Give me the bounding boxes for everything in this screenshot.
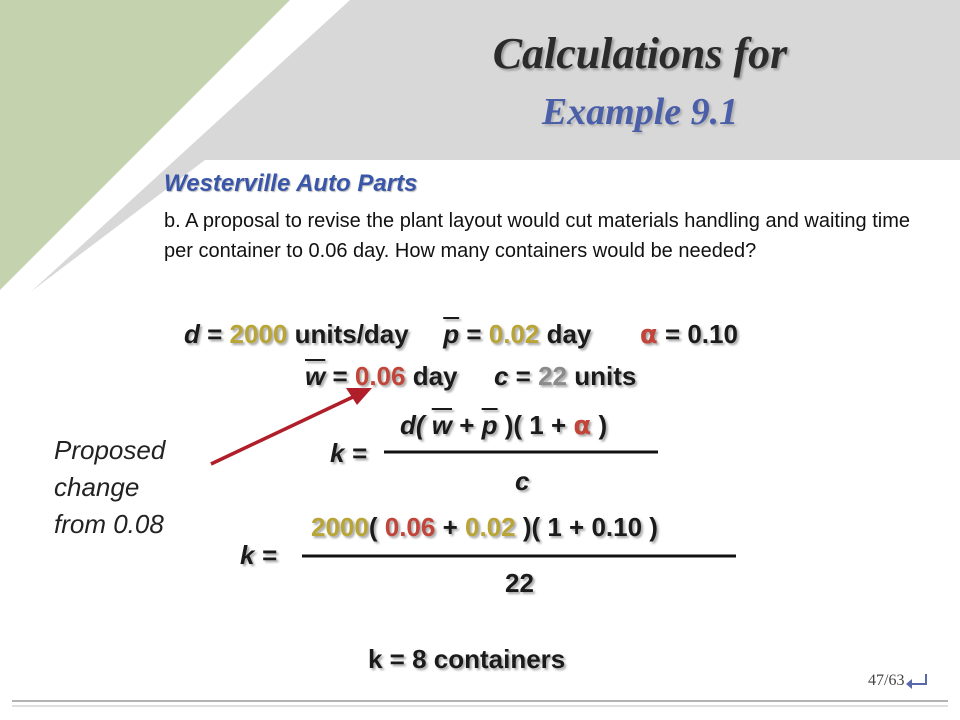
w-label: $\overline{w}$	[305, 361, 326, 391]
numerator-d: d(	[400, 410, 432, 440]
numerator-p: $\overline{p}$	[481, 410, 498, 440]
proposed-change-note	[54, 432, 165, 543]
givens-line-1	[184, 319, 738, 350]
w-equals: =	[325, 361, 355, 391]
formula-k-label: k =	[330, 438, 367, 468]
sub-mid: )( 1 + 0.10 )	[515, 512, 658, 542]
alpha-symbol: α	[639, 320, 658, 350]
problem-question: b. A proposal to revise the plant layout would cut materials handling and waiting time per container to 0.06 day. How many containers would be needed?	[164, 210, 910, 262]
d-unit: units/day	[287, 319, 409, 349]
substituted-numerator	[311, 512, 658, 543]
c-label: c	[493, 361, 509, 391]
d-value: 2000	[229, 319, 288, 349]
substituted-k-label: k =	[240, 540, 277, 570]
sub-2000: 2000	[311, 512, 369, 542]
sub-006: 0.06	[384, 512, 436, 542]
substituted-denominator: 22	[505, 568, 534, 598]
formula-denominator: c	[515, 466, 530, 496]
givens-line-2	[305, 361, 636, 392]
w-unit: day	[405, 361, 458, 391]
slide-subtitle: Example 9.1	[541, 91, 739, 133]
p-value: 0.02	[488, 319, 540, 349]
numerator-w: $\overline{w}$	[431, 410, 452, 440]
p-label: $\overline{p}$	[443, 319, 460, 349]
proposed-note-line-1: Proposed	[54, 435, 166, 465]
p-equals: =	[459, 319, 489, 349]
numerator-plus: +	[452, 410, 482, 440]
numerator-mid: )( 1 +	[497, 410, 574, 440]
numerator-alpha: α	[573, 411, 592, 441]
sub-open: (	[368, 512, 385, 542]
page-number: 47/63	[868, 672, 905, 689]
c-equals: =	[508, 361, 539, 391]
company-name: Westerville Auto Parts	[164, 170, 418, 197]
proposed-note-line-3: from 0.08	[54, 509, 164, 539]
numerator-end: )	[591, 410, 608, 440]
result-line: k = 8 containers	[368, 644, 566, 674]
c-unit: units	[567, 361, 637, 391]
d-equals: =	[199, 319, 230, 349]
formula-numerator	[400, 410, 607, 441]
return-arrow-icon[interactable]	[904, 670, 930, 692]
proposed-note-line-2: change	[54, 472, 140, 502]
c-value: 22	[538, 361, 568, 391]
sub-plus: +	[435, 512, 465, 542]
w-value: 0.06	[354, 361, 406, 391]
slide-title: Calculations for	[492, 29, 788, 78]
alpha-value: = 0.10	[657, 319, 738, 349]
p-unit: day	[539, 319, 592, 349]
d-label: d	[184, 319, 200, 349]
sub-002: 0.02	[464, 512, 516, 542]
